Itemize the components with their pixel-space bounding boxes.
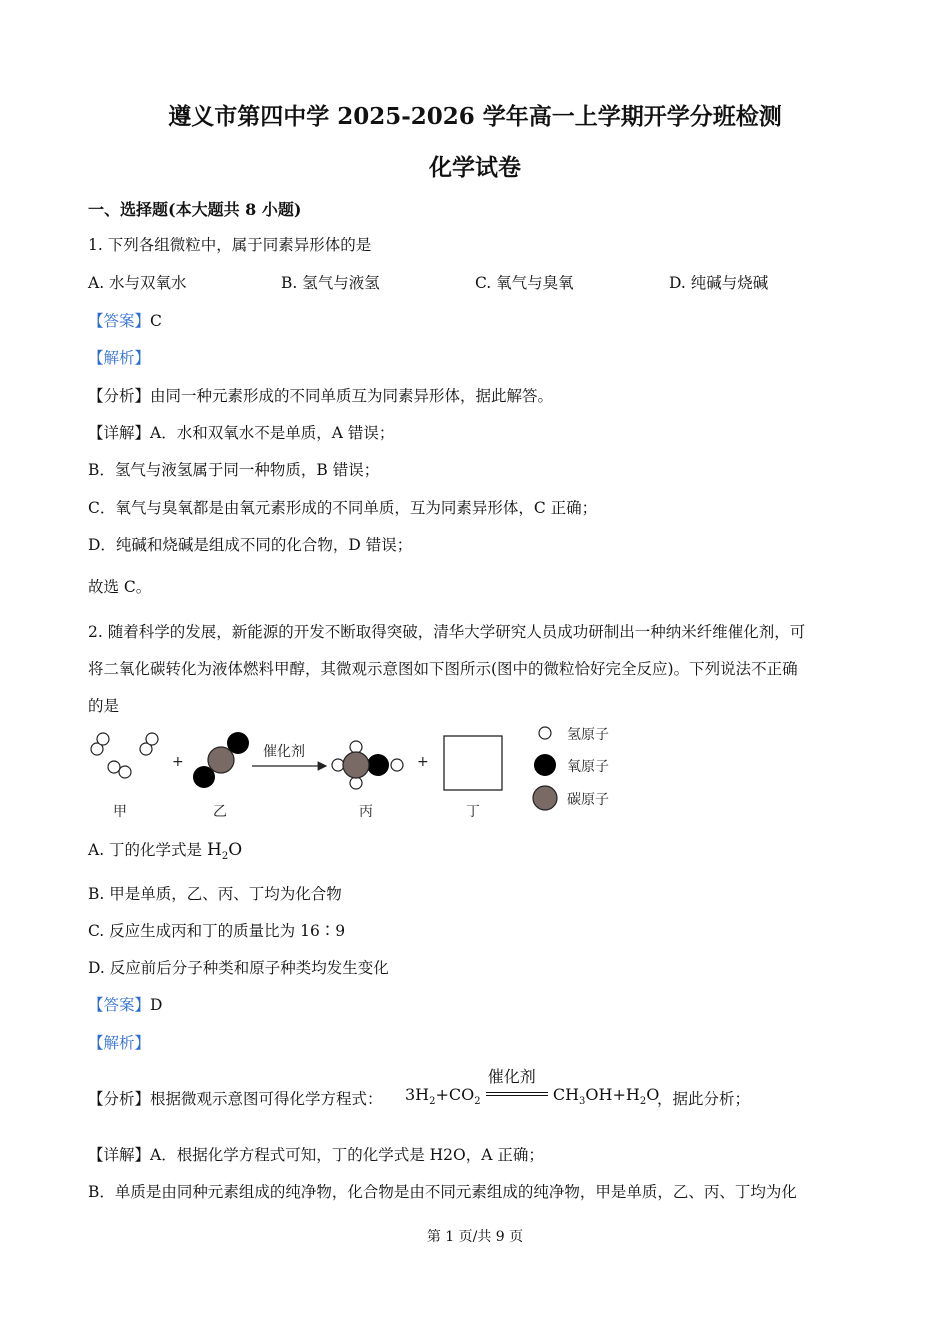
q1-option-a: A. 水与双氧水 <box>88 274 187 292</box>
q2-stem-line3: 的是 <box>88 697 120 715</box>
label-ding: 丁 <box>466 804 480 820</box>
legend-carbon: 碳原子 <box>567 792 609 808</box>
detail-a-text: A．根据化学方程式可知，丁的化学式是 H2O，A 正确； <box>150 1146 544 1164</box>
legend-oxygen-swatch <box>534 754 556 776</box>
legend-hydrogen-swatch <box>539 727 551 739</box>
option-a-text: A. 丁的化学式是 <box>88 841 207 859</box>
q1-conclusion: 故选 C。 <box>88 578 152 596</box>
q2-analysis-tag: 【解析】 <box>88 1034 151 1052</box>
molecule-ding-box <box>444 736 502 790</box>
q1-option-c: C. 氧气与臭氧 <box>475 274 574 292</box>
detail-tag: 【详解】 <box>88 424 151 442</box>
molecule-jia <box>91 733 158 778</box>
equation-catalyst-label: 催化剂 <box>487 1066 536 1086</box>
fenxi-text: 根据微观示意图可得化学方程式： <box>150 1090 383 1108</box>
q2-answer-line <box>88 993 162 1015</box>
q2-option-a <box>88 838 242 862</box>
q2-detail-b: B．单质是由同种元素组成的纯净物，化合物是由不同元素组成的纯净物，甲是单质，乙、丙、丁均为化 <box>88 1183 797 1201</box>
page-footer: 第 1 页/共 9 页 <box>426 1229 524 1245</box>
page-title: 遵义市第四中学 2025-2026 学年高一上学期开学分班检测 <box>168 103 782 130</box>
q2-option-b: B. 甲是单质，乙、丙、丁均为化合物 <box>88 885 342 903</box>
detail-tag: 【详解】 <box>88 1146 151 1164</box>
plus-sign-2: + <box>417 754 429 770</box>
q2-option-c: C. 反应生成丙和丁的质量比为 16∶9 <box>88 922 346 940</box>
chemical-equation: $3H_2+CO_2$ 催化剂 $CH_3OH+H_2O$ <box>405 1085 659 1107</box>
legend-carbon-swatch <box>533 786 557 810</box>
label-yi: 乙 <box>213 804 227 820</box>
q2-stem-line2: 将二氧化碳转化为液体燃料甲醇，其微观示意图如下图所示(图中的微粒恰好完全反应)。下列说法不正确 <box>88 660 798 678</box>
plus-sign-1: + <box>172 754 184 770</box>
label-jia: 甲 <box>113 804 127 820</box>
answer-tag: 【答案】 <box>88 996 151 1014</box>
q1-stem: 1. 下列各组微粒中，属于同素异形体的是 <box>88 236 372 254</box>
legend <box>533 727 609 810</box>
legend-oxygen: 氧原子 <box>567 759 609 775</box>
q1-answer: C <box>150 312 162 330</box>
molecule-bing <box>332 741 403 789</box>
q2-option-d: D. 反应前后分子种类和原子种类均发生变化 <box>88 959 389 977</box>
q1-detail-c: C．氧气与臭氧都是由氧元素形成的不同单质，互为同素异形体，C 正确； <box>88 499 598 517</box>
arrow-catalyst-label: 催化剂 <box>263 744 305 760</box>
legend-hydrogen: 氢原子 <box>567 727 609 743</box>
h2o-formula: $H_2O$ <box>206 840 243 862</box>
q1-detail-b: B．氢气与液氢属于同一种物质，B 错误； <box>88 461 380 479</box>
equation-catalyst-sign <box>486 1066 548 1104</box>
q2-fenxi-tail: ，据此分析； <box>657 1090 751 1108</box>
q1-detail-a <box>88 421 394 443</box>
detail-a-text: A．水和双氧水不是单质，A 错误； <box>150 424 395 442</box>
q1-detail-d: D．纯碱和烧碱是组成不同的化合物，D 错误； <box>88 536 413 554</box>
q2-answer: D <box>150 996 163 1014</box>
page-subtitle: 化学试卷 <box>429 154 521 181</box>
q1-fenxi <box>88 384 553 406</box>
fenxi-tag: 【分析】 <box>88 387 151 405</box>
reaction-diagram <box>80 722 640 826</box>
q2-stem-line1: 2. 随着科学的发展，新能源的开发不断取得突破，清华大学研究人员成功研制出一种纳米纤维催化剂，可 <box>88 623 806 641</box>
q1-analysis-tag: 【解析】 <box>88 349 151 367</box>
section-heading: 一、选择题(本大题共 8 小题) <box>88 200 302 219</box>
label-bing: 丙 <box>359 804 373 820</box>
answer-tag: 【答案】 <box>88 312 151 330</box>
q2-detail-a <box>88 1143 544 1165</box>
q1-answer-line <box>88 309 162 331</box>
fenxi-text: 由同一种元素形成的不同单质互为同素异形体，据此解答。 <box>150 387 554 405</box>
q1-option-b: B. 氢气与液氢 <box>281 274 380 292</box>
fenxi-tag: 【分析】 <box>88 1090 151 1108</box>
molecule-yi <box>193 732 249 788</box>
q1-option-d: D. 纯碱与烧碱 <box>669 274 769 292</box>
q2-fenxi <box>88 1087 383 1109</box>
